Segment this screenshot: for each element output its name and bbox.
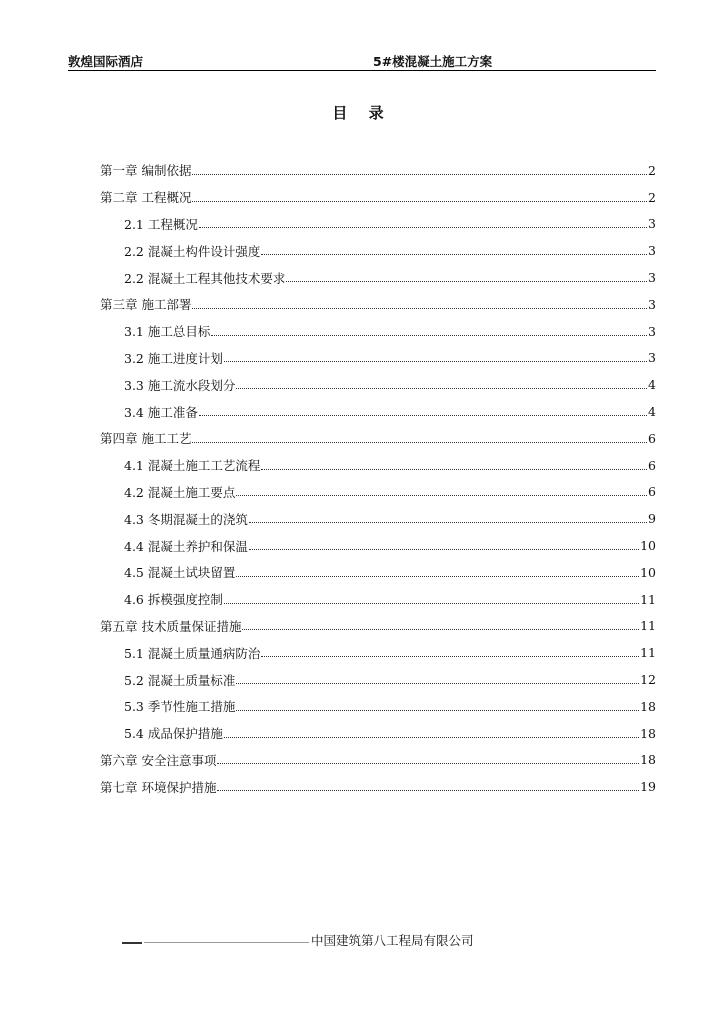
toc-entry-label: 第七章 环境保护措施	[100, 779, 217, 795]
footer-mark	[122, 942, 142, 944]
toc-entry-page-number: 4	[648, 377, 656, 393]
toc-section-entry[interactable]	[100, 505, 656, 532]
toc-entry-label: 第五章 技术质量保证措施	[100, 618, 242, 634]
toc-section-entry[interactable]	[100, 398, 656, 425]
toc-dot-leader	[249, 522, 647, 523]
toc-dot-leader	[261, 469, 647, 470]
toc-entry-label: 5.1 混凝土质量通病防治	[124, 645, 261, 661]
toc-entry-page-number: 18	[640, 725, 656, 741]
toc-chapter-entry[interactable]	[100, 613, 656, 640]
toc-section-entry[interactable]	[100, 666, 656, 693]
toc-dot-leader	[286, 281, 647, 282]
toc-entry-label: 3.2 施工进度计划	[124, 350, 223, 366]
toc-entry-page-number: 6	[648, 457, 656, 473]
toc-dot-leader	[192, 308, 647, 309]
toc-section-entry[interactable]	[100, 452, 656, 479]
toc-dot-leader	[192, 442, 647, 443]
toc-entry-page-number: 6	[648, 484, 656, 500]
toc-entry-label: 5.2 混凝土质量标准	[124, 672, 236, 688]
toc-dot-leader	[236, 576, 639, 577]
toc-entry-label: 4.6 拆模强度控制	[124, 592, 223, 608]
toc-entry-label: 3.3 施工流水段划分	[124, 377, 236, 393]
toc-section-entry[interactable]	[100, 559, 656, 586]
header-divider	[68, 70, 656, 71]
toc-entry-label: 2.2 混凝土构件设计强度	[124, 243, 261, 259]
toc-dot-leader	[224, 603, 639, 604]
toc-entry-page-number: 11	[640, 645, 656, 661]
toc-dot-leader	[192, 174, 647, 175]
toc-entry-label: 第六章 安全注意事项	[100, 752, 217, 768]
toc-entry-label: 第三章 施工部署	[100, 297, 192, 313]
toc-section-entry[interactable]	[100, 237, 656, 264]
toc-dot-leader	[217, 763, 639, 764]
toc-entry-label: 2.1 工程概况	[124, 216, 198, 232]
toc-dot-leader	[236, 495, 647, 496]
toc-entry-label: 5.3 季节性施工措施	[124, 699, 236, 715]
toc-entry-page-number: 4	[648, 404, 656, 420]
footer-divider	[144, 942, 309, 943]
toc-entry-page-number: 3	[648, 243, 656, 259]
toc-entry-page-number: 18	[640, 752, 656, 768]
toc-chapter-entry[interactable]	[100, 291, 656, 318]
toc-section-entry[interactable]	[100, 639, 656, 666]
header-project-name: 敦煌国际酒店	[68, 54, 144, 69]
toc-section-entry[interactable]	[100, 586, 656, 613]
toc-section-entry[interactable]	[100, 693, 656, 720]
toc-section-entry[interactable]	[100, 318, 656, 345]
toc-entry-page-number: 10	[640, 538, 656, 554]
toc-chapter-entry[interactable]	[100, 425, 656, 452]
toc-dot-leader	[242, 629, 639, 630]
toc-section-entry[interactable]	[100, 345, 656, 372]
toc-entry-page-number: 11	[640, 591, 656, 607]
toc-entry-page-number: 6	[648, 430, 656, 446]
toc-section-entry[interactable]	[100, 720, 656, 747]
toc-entry-page-number: 3	[648, 270, 656, 286]
toc-entry-page-number: 19	[640, 779, 656, 795]
toc-entry-label: 4.1 混凝土施工工艺流程	[124, 458, 261, 474]
toc-entry-label: 4.2 混凝土施工要点	[124, 484, 236, 500]
toc-dot-leader	[236, 683, 639, 684]
toc-entry-label: 4.4 混凝土养护和保温	[124, 538, 248, 554]
toc-chapter-entry[interactable]	[100, 773, 656, 800]
toc-entry-label: 第二章 工程概况	[100, 190, 192, 206]
footer-company: 中国建筑第八工程局有限公司	[311, 933, 474, 948]
toc-entry-label: 3.4 施工准备	[124, 404, 198, 420]
toc-dot-leader	[217, 790, 639, 791]
toc-dot-leader	[236, 710, 639, 711]
toc-dot-leader	[249, 549, 639, 550]
toc-entry-label: 4.5 混凝土试块留置	[124, 565, 236, 581]
toc-entry-label: 第一章 编制依据	[100, 163, 192, 179]
toc-entry-label: 3.1 施工总目标	[124, 324, 211, 340]
toc-entry-label: 2.2 混凝土工程其他技术要求	[124, 270, 286, 286]
toc-dot-leader	[192, 201, 647, 202]
table-of-contents	[100, 157, 656, 800]
toc-title: 目 录	[332, 104, 392, 122]
toc-dot-leader	[261, 254, 647, 255]
toc-entry-page-number: 12	[640, 672, 656, 688]
toc-entry-page-number: 2	[648, 162, 656, 178]
toc-dot-leader	[236, 388, 647, 389]
toc-dot-leader	[224, 361, 647, 362]
toc-dot-leader	[261, 656, 639, 657]
toc-section-entry[interactable]	[100, 479, 656, 506]
toc-entry-page-number: 3	[648, 296, 656, 312]
toc-entry-label: 第四章 施工工艺	[100, 431, 192, 447]
toc-chapter-entry[interactable]	[100, 184, 656, 211]
toc-dot-leader	[199, 415, 647, 416]
toc-section-entry[interactable]	[100, 211, 656, 238]
toc-entry-label: 5.4 成品保护措施	[124, 726, 223, 742]
toc-section-entry[interactable]	[100, 532, 656, 559]
toc-entry-page-number: 10	[640, 564, 656, 580]
toc-entry-page-number: 2	[648, 189, 656, 205]
toc-dot-leader	[224, 737, 639, 738]
toc-chapter-entry[interactable]	[100, 157, 656, 184]
toc-dot-leader	[211, 335, 647, 336]
toc-dot-leader	[199, 227, 647, 228]
toc-section-entry[interactable]	[100, 264, 656, 291]
toc-section-entry[interactable]	[100, 371, 656, 398]
toc-chapter-entry[interactable]	[100, 747, 656, 774]
toc-entry-label: 4.3 冬期混凝土的浇筑	[124, 511, 248, 527]
toc-entry-page-number: 3	[648, 216, 656, 232]
toc-entry-page-number: 9	[648, 511, 656, 527]
toc-entry-page-number: 11	[640, 618, 656, 634]
toc-entry-page-number: 3	[648, 323, 656, 339]
toc-entry-page-number: 3	[648, 350, 656, 366]
toc-entry-page-number: 18	[640, 698, 656, 714]
header-document-title: 5#楼混凝土施工方案	[373, 54, 493, 69]
